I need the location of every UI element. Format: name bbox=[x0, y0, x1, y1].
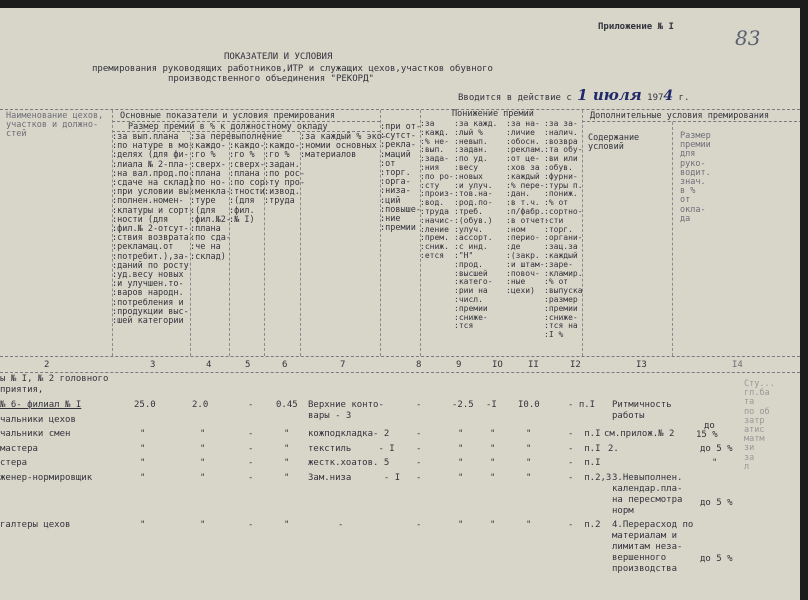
ditto-mark: " bbox=[526, 444, 532, 454]
ditto-mark: " bbox=[526, 520, 532, 530]
margin-note: Сту... гл.ба та по об затр атис матм зи за л bbox=[744, 379, 775, 472]
ditto-mark: " bbox=[200, 458, 206, 468]
cell-r8-c14: до 5 % bbox=[700, 554, 733, 564]
cell-r4-c7: кожподкладка- 2 bbox=[308, 429, 390, 439]
column-number: 3 bbox=[150, 360, 156, 370]
row-enterprise-name: ы № I, № 2 головного приятия, bbox=[0, 374, 109, 395]
cell-r2-c5: - bbox=[248, 400, 254, 410]
ditto-mark: " bbox=[140, 429, 146, 439]
effective-prefix: Вводится в действие с bbox=[458, 93, 572, 103]
ditto-mark: " bbox=[284, 458, 290, 468]
ditto-mark: " bbox=[490, 429, 496, 439]
cell-r2-c6: 0.45 bbox=[276, 400, 298, 410]
ditto-mark: " bbox=[526, 429, 532, 439]
cell-r2-c4: 2.0 bbox=[192, 400, 209, 410]
ditto-mark: " bbox=[526, 473, 532, 483]
ditto-mark: " bbox=[140, 444, 146, 454]
cell-r7-c12: - п.2,3 bbox=[568, 473, 612, 483]
header-col-4: :за перевыполнение :каждо- :го % :сверх- :плана :по но- :менкла- :туре :(для :фил.№2- :плана :по сда- :че на :склад) bbox=[190, 132, 283, 262]
cell-r6-c14: " bbox=[712, 458, 718, 468]
dash-mark: - bbox=[248, 429, 254, 439]
dash-mark: - bbox=[416, 473, 422, 483]
dash-mark: - bbox=[416, 444, 422, 454]
cell-r2-c12: - п.I bbox=[568, 400, 596, 410]
header-group-main: Основные показатели и условия премирования bbox=[120, 111, 335, 121]
row-foremen: стера bbox=[0, 458, 28, 468]
column-number: 6 bbox=[282, 360, 288, 370]
ditto-mark: " bbox=[458, 473, 464, 483]
column-number-rule bbox=[0, 372, 800, 373]
header-group-sub: Размер премий в % к должностному окладу bbox=[128, 122, 328, 132]
column-number: 8 bbox=[416, 360, 422, 370]
header-col-name: Наименование цехов, участков и должно- стей bbox=[6, 111, 104, 140]
column-number: 5 bbox=[245, 360, 251, 370]
effective-date-line bbox=[458, 86, 690, 104]
cell-r5-c7: текстиль - I bbox=[308, 444, 395, 454]
ditto-mark: " bbox=[490, 458, 496, 468]
column-number: IO bbox=[492, 360, 503, 370]
dash-mark: - bbox=[416, 458, 422, 468]
ditto-mark: " bbox=[200, 473, 206, 483]
effective-year-printed: 197 bbox=[647, 93, 664, 103]
ditto-mark: " bbox=[200, 520, 206, 530]
cell-r7-c14: до 5 % bbox=[700, 498, 733, 508]
ditto-mark: " bbox=[284, 520, 290, 530]
cell-r4-c12: - п.I bbox=[568, 429, 601, 439]
appendix-label: Приложение № I bbox=[598, 22, 674, 32]
page-number-handwritten: 83 bbox=[735, 26, 761, 50]
cell-r2-c10: -I bbox=[486, 400, 497, 410]
dash-mark: - bbox=[248, 520, 254, 530]
column-number: II bbox=[528, 360, 539, 370]
cell-r4-c14-prefix: до bbox=[704, 421, 715, 431]
row-shift-heads: чальники смен bbox=[0, 429, 71, 439]
dash-mark: - bbox=[248, 444, 254, 454]
header-col-13: Содержание условий bbox=[588, 133, 640, 153]
ditto-mark: " bbox=[140, 473, 146, 483]
cell-r6-c7: жестк.хоатов. 5 bbox=[308, 458, 390, 468]
cell-r2-c11: I0.0 bbox=[518, 400, 540, 410]
header-col-10: :за кажд. :лый % :невып. :задан. :по уд. :весу :новых :и улуч. :тов.на- :род.по- :треб. :(обув.) :улуч. :ассорт. :с инд. :"Н" :прод. :высшей :катего- :рии на :числ. :премии :сниже- :тся bbox=[454, 119, 498, 331]
ditto-mark: " bbox=[200, 444, 206, 454]
column-number: 9 bbox=[456, 360, 462, 370]
header-col-6: :каждо- :го % :задан. :по рос- :ту про- :извод. :труда bbox=[264, 141, 305, 207]
ditto-mark: " bbox=[284, 444, 290, 454]
header-group-reduction: Понижение премий bbox=[452, 109, 534, 119]
cell-r4-c14: 15 % bbox=[696, 430, 718, 440]
column-number: 7 bbox=[340, 360, 346, 370]
header-col-5: :каждо- :го % :сверх- :плана :по сор- :тности :(для :фил. :№ I) bbox=[229, 141, 270, 225]
dash-mark: - bbox=[248, 458, 254, 468]
column-number: 4 bbox=[206, 360, 212, 370]
ditto-mark: " bbox=[140, 458, 146, 468]
header-group-additional: Дополнительные условия премирования bbox=[590, 111, 770, 121]
header-col-14: Размер премии для руко- водит. знач. в % от окла- да bbox=[680, 131, 711, 224]
ditto-mark: " bbox=[200, 429, 206, 439]
row-masters: мастера bbox=[0, 444, 38, 454]
ditto-mark: " bbox=[140, 520, 146, 530]
effective-suffix: г. bbox=[678, 93, 690, 103]
ditto-mark: " bbox=[284, 473, 290, 483]
cell-r4-c13: см.прилож.№ 2 bbox=[604, 429, 675, 439]
ditto-mark: " bbox=[490, 473, 496, 483]
header-col-3: :за вып.плана :по натуре в мо- :делях (для фи- :лиала № 2-пла- :на вал.прод.по :сдаче на склад) :при условии вы- :полнен.номен- :клатуры и сорт- :ности (для :фил.№ 2-отсут- :ствия возврата- :рекламац.от :потребит.),за- :даний по росту :уд.весу новых :и улучшен.то- :варов народн. :потребления и :продукции выс- :шей категории bbox=[112, 132, 194, 327]
cell-r2-c13: Ритмичность работы bbox=[612, 400, 672, 421]
cell-r5-c14: до 5 % bbox=[700, 444, 733, 454]
cell-r2-c7: Верхние конто- вары - 3 bbox=[308, 400, 384, 421]
header-bottom-rule bbox=[0, 356, 800, 357]
document-sheet bbox=[0, 8, 800, 600]
table-top-rule bbox=[0, 109, 800, 110]
ditto-mark: " bbox=[458, 520, 464, 530]
column-number: I2 bbox=[570, 360, 581, 370]
column-number: I4 bbox=[732, 360, 743, 370]
cell-r2-c9: -2.5 bbox=[452, 400, 474, 410]
cell-r6-c12: - п.I bbox=[568, 458, 601, 468]
cell-r7-c7: Зам.низа - I bbox=[308, 473, 401, 483]
ditto-mark: " bbox=[458, 458, 464, 468]
cell-r7-c13: 3.Невыполнен. календар.пла- на пересмотра норм bbox=[612, 473, 683, 516]
dash-mark: - bbox=[416, 429, 422, 439]
row-shop-heads: чальники цехов bbox=[0, 415, 76, 425]
cell-r2-c3: 25.0 bbox=[134, 400, 156, 410]
cell-r8-c12: - п.2 bbox=[568, 520, 601, 530]
ditto-mark: " bbox=[284, 429, 290, 439]
row-engineer-normer: женер-нормировщик bbox=[0, 473, 93, 483]
column-number: I3 bbox=[636, 360, 647, 370]
document-subtitle-line1: премирования руководящих работников,ИТР и служащих цехов,участков обувного bbox=[92, 64, 493, 74]
document-title: ПОКАЗАТЕЛИ И УСЛОВИЯ bbox=[224, 52, 333, 62]
row-shop-accountants: галтеры цехов bbox=[0, 520, 71, 530]
header-col-11: :за на- :личие :обосн. :реклам. :от це- :хов за :каждый :% пере- :дан. :в т.ч. :п/фабр. :в отчет- :ном :перио- :де :(закр. :и штам- :повоч- :ные :цехи) bbox=[506, 119, 550, 296]
dash-mark: - bbox=[248, 473, 254, 483]
effective-day-month: 1 июля bbox=[577, 86, 642, 104]
dash-mark: - bbox=[338, 520, 344, 530]
ditto-mark: " bbox=[526, 458, 532, 468]
dash-mark: - bbox=[416, 520, 422, 530]
cell-r8-c13: 4.Перерасход по материалам и лимитам неза- вершенного производства bbox=[612, 520, 694, 574]
header-col-9: :за :кажд. :% не- :вып. :зада- :ния :по ро- :сту :произ- :вод. :труда :начис- :ление :прем. :сниж. :ется bbox=[420, 119, 454, 260]
cell-r5-c13: 2. bbox=[608, 444, 619, 454]
header-col-8: :при от- :сутст- :рекла- :маций :от :торг. :орга- :низа- :ций :повыше- :ние :премии bbox=[380, 122, 421, 234]
cell-r5-c12: - п.I bbox=[568, 444, 601, 454]
ditto-mark: " bbox=[490, 444, 496, 454]
row-branch-name: № 6- филиал № I bbox=[0, 400, 82, 410]
col-divider-9 bbox=[672, 122, 673, 356]
header-col-12: :за за- :налич. :возвра :та обу- :ви или :обув. :фурни- :туры п. :пониж. :% от :сортно- :сти :торг. :органи- :зац.за :каждый :заре- :кламир. :% от :выпуска :размер :премии :сниже- :тся на :I % bbox=[544, 119, 583, 340]
ditto-mark: " bbox=[458, 429, 464, 439]
ditto-mark: " bbox=[490, 520, 496, 530]
effective-year-handwritten: 4 bbox=[663, 88, 674, 104]
cell-r2-c8: - bbox=[416, 400, 422, 410]
ditto-mark: " bbox=[458, 444, 464, 454]
document-subtitle-line2: производственного объединения "РЕКОРД" bbox=[168, 74, 374, 84]
column-number: 2 bbox=[44, 360, 50, 370]
header-col-7: :за каждый % эко- :номии основных :материалов bbox=[300, 132, 387, 161]
